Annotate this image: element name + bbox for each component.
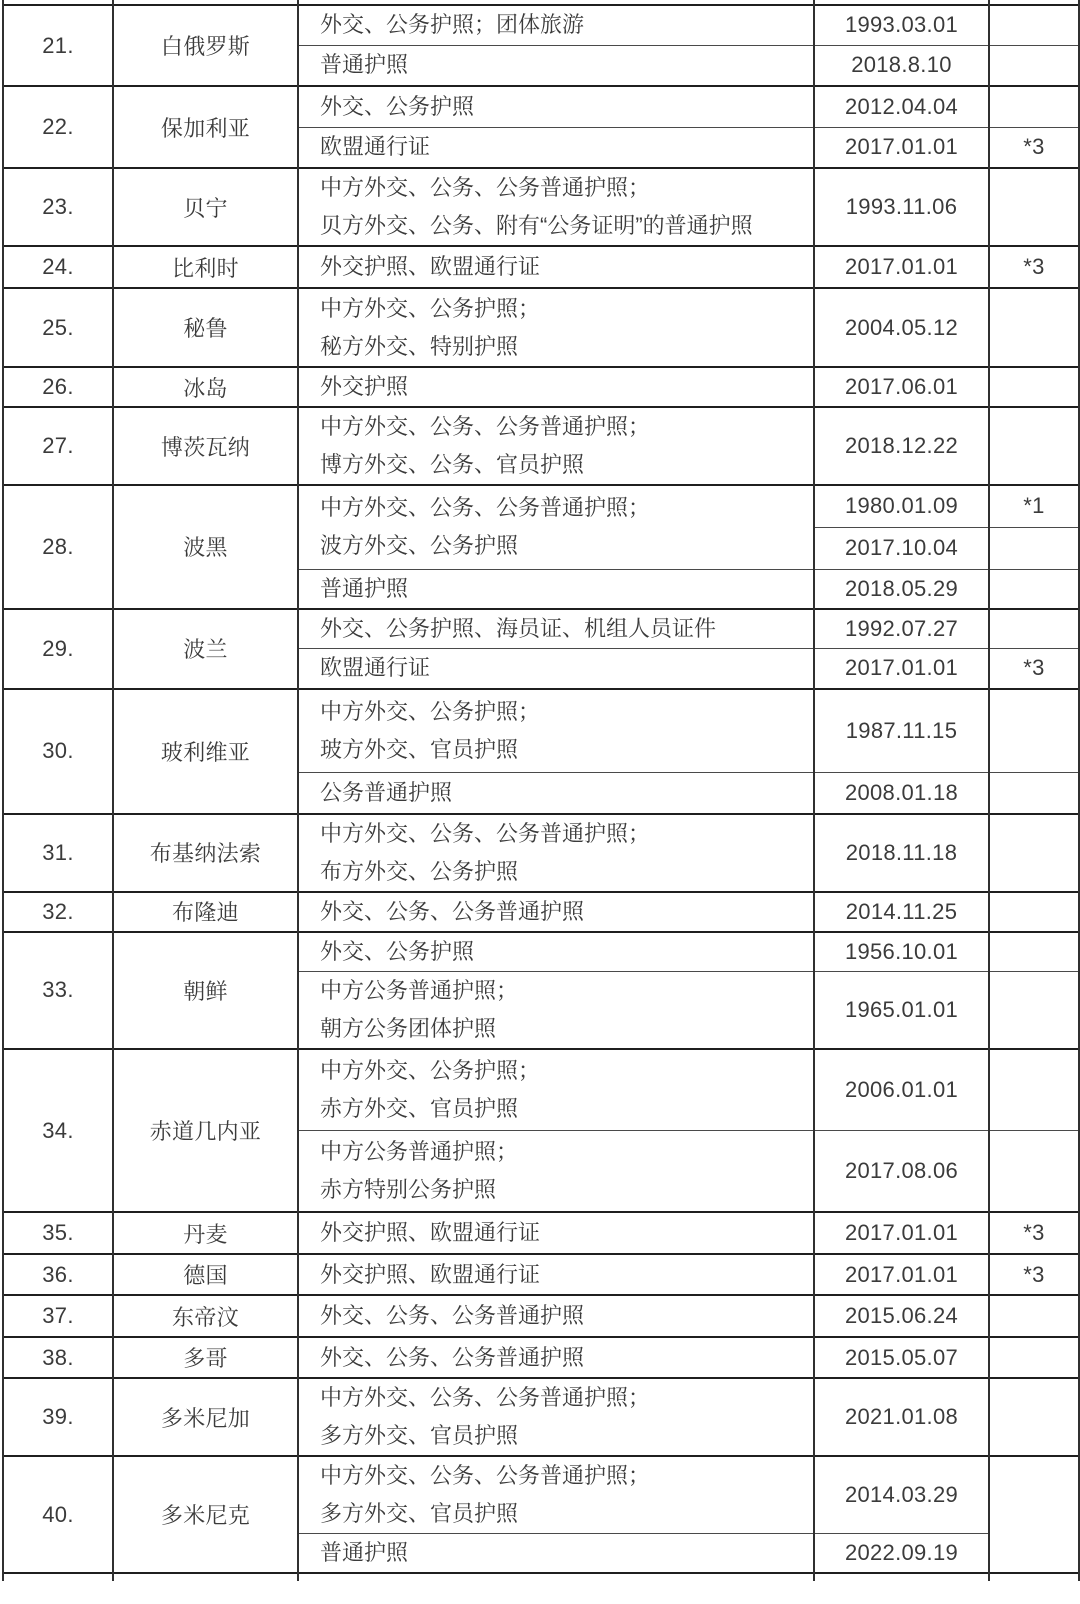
note-cell <box>989 609 1079 649</box>
country-cell: 玻利维亚 <box>113 689 298 814</box>
passport-cell <box>298 1049 814 1130</box>
note-cell <box>989 407 1079 485</box>
passport-line: 外交护照、欧盟通行证 <box>320 1220 541 1245</box>
passport-line: 外交、公务、公务普通护照 <box>320 1303 585 1328</box>
passport-cell <box>298 1130 814 1212</box>
note-cell <box>989 1456 1079 1573</box>
passport-line: 多方外交、官员护照 <box>320 1423 519 1448</box>
passport-cell <box>298 1254 814 1295</box>
table-row <box>3 5 1079 45</box>
country-cell: 布隆迪 <box>113 892 298 932</box>
country-cell: 德国 <box>113 1254 298 1295</box>
passport-cell <box>298 127 814 168</box>
date-cell: 1993.11.06 <box>814 168 989 246</box>
passport-line: 秘方外交、特别护照 <box>320 333 519 359</box>
date-cell: 2012.04.04 <box>814 86 989 127</box>
table-row <box>3 407 1079 485</box>
note-cell <box>989 367 1079 407</box>
passport-line: 中方外交、公务、公务普通护照； <box>320 1463 651 1488</box>
passport-cell <box>298 86 814 127</box>
passport-cell <box>298 649 814 689</box>
table-row <box>3 86 1079 127</box>
note-cell <box>989 892 1079 932</box>
passport-line: 外交、公务护照；团体旅游 <box>320 12 585 38</box>
passport-line: 多方外交、官员护照 <box>320 1501 519 1526</box>
passport-cell <box>298 1378 814 1456</box>
date-cell: 2017.01.01 <box>814 127 989 168</box>
note-cell: *3 <box>989 649 1079 689</box>
passport-cell <box>298 1534 814 1574</box>
note-cell <box>989 1378 1079 1456</box>
date-cell: 2015.06.24 <box>814 1295 989 1337</box>
country-cell: 博茨瓦纳 <box>113 407 298 485</box>
country-cell: 朝鲜 <box>113 932 298 1050</box>
row-number-cell <box>3 1573 113 1581</box>
passport-line: 赤方特别公务护照 <box>320 1176 497 1202</box>
passport-line: 中方外交、公务、公务普通护照； <box>320 495 651 521</box>
passport-cell <box>298 246 814 288</box>
note-cell <box>989 1130 1079 1212</box>
passport-line: 中方外交、公务、公务普通护照； <box>320 820 651 846</box>
note-cell: *3 <box>989 1212 1079 1254</box>
date-cell: 2004.05.12 <box>814 288 989 367</box>
passport-line: 中方外交、公务、公务普通护照； <box>320 1385 651 1410</box>
passport-cell <box>298 407 814 485</box>
passport-cell <box>298 773 814 814</box>
note-cell: *3 <box>989 1254 1079 1295</box>
passport-line: 中方公务普通护照； <box>320 1138 519 1164</box>
date-cell: 2018.05.29 <box>814 569 989 609</box>
table-row <box>3 1049 1079 1130</box>
date-cell: 2017.01.01 <box>814 246 989 288</box>
date-cell: 1987.11.15 <box>814 689 989 773</box>
row-number-cell: 27. <box>3 407 113 485</box>
country-cell: 赤道几内亚 <box>113 1049 298 1212</box>
table-row <box>3 1212 1079 1254</box>
passport-cell <box>298 288 814 367</box>
date-cell: 2018.11.18 <box>814 814 989 892</box>
date-cell: 1965.01.01 <box>814 972 989 1050</box>
table-row <box>3 1337 1079 1378</box>
passport-line: 博方外交、公务、官员护照 <box>320 452 585 477</box>
row-number-cell: 26. <box>3 367 113 407</box>
passport-line: 赤方外交、官员护照 <box>320 1095 519 1121</box>
note-cell <box>989 527 1079 569</box>
row-number-cell: 28. <box>3 485 113 609</box>
note-cell <box>989 689 1079 773</box>
note-cell <box>989 1295 1079 1337</box>
country-cell: 波兰 <box>113 609 298 689</box>
passport-line: 普通护照 <box>320 575 409 601</box>
row-number-cell: 34. <box>3 1049 113 1212</box>
passport-cell <box>298 932 814 972</box>
table-row <box>3 689 1079 773</box>
row-number-cell: 24. <box>3 246 113 288</box>
passport-cell <box>298 892 814 932</box>
note-cell: *3 <box>989 246 1079 288</box>
date-cell: 2014.11.25 <box>814 892 989 932</box>
country-cell: 秘鲁 <box>113 288 298 367</box>
country-cell: 多哥 <box>113 1337 298 1378</box>
table-row <box>3 1254 1079 1295</box>
country-cell <box>113 1573 298 1581</box>
passport-line: 外交、公务护照 <box>320 938 475 964</box>
passport-cell <box>298 1573 814 1581</box>
passport-cell <box>298 689 814 773</box>
date-cell: 2018.8.10 <box>814 45 989 86</box>
row-number-cell: 35. <box>3 1212 113 1254</box>
note-cell <box>989 86 1079 127</box>
passport-cell <box>298 1295 814 1337</box>
date-cell: 2017.08.06 <box>814 1130 989 1212</box>
passport-line: 外交、公务护照、海员证、机组人员证件 <box>320 615 717 641</box>
row-number-cell: 36. <box>3 1254 113 1295</box>
passport-line: 中方外交、公务、公务普通护照； <box>320 175 651 200</box>
country-cell: 比利时 <box>113 246 298 288</box>
country-cell: 白俄罗斯 <box>113 5 298 86</box>
country-cell: 保加利亚 <box>113 86 298 168</box>
passport-cell <box>298 1456 814 1534</box>
note-cell <box>989 5 1079 45</box>
note-cell <box>989 773 1079 814</box>
table-row <box>3 485 1079 527</box>
date-cell: 1980.01.09 <box>814 485 989 527</box>
row-number-cell: 38. <box>3 1337 113 1378</box>
row-number-cell: 39. <box>3 1378 113 1456</box>
passport-cell <box>298 5 814 45</box>
note-cell: *3 <box>989 127 1079 168</box>
passport-line: 普通护照 <box>320 52 409 78</box>
note-cell <box>989 814 1079 892</box>
passport-line: 外交护照 <box>320 374 409 399</box>
note-cell <box>989 932 1079 972</box>
row-number-cell: 32. <box>3 892 113 932</box>
table-row <box>3 932 1079 972</box>
date-cell: 2017.10.04 <box>814 527 989 569</box>
passport-line: 中方外交、公务、公务普通护照； <box>320 414 651 439</box>
passport-cell <box>298 569 814 609</box>
passport-line: 外交、公务、公务普通护照 <box>320 1344 585 1370</box>
passport-cell <box>298 485 814 569</box>
table-row <box>3 1295 1079 1337</box>
country-cell: 波黑 <box>113 485 298 609</box>
date-cell: 2017.01.01 <box>814 649 989 689</box>
country-cell: 丹麦 <box>113 1212 298 1254</box>
note-cell <box>989 1337 1079 1378</box>
passport-cell <box>298 1212 814 1254</box>
note-cell <box>989 45 1079 86</box>
passport-line: 中方外交、公务护照； <box>320 698 541 724</box>
passport-cell <box>298 814 814 892</box>
passport-line: 中方外交、公务护照； <box>320 1057 541 1083</box>
date-cell: 2008.01.18 <box>814 773 989 814</box>
table-row <box>3 1456 1079 1534</box>
table-row <box>3 814 1079 892</box>
date-cell <box>814 1573 989 1581</box>
row-number-cell: 25. <box>3 288 113 367</box>
date-cell: 2022.09.19 <box>814 1534 989 1574</box>
note-cell <box>989 569 1079 609</box>
row-number-cell: 29. <box>3 609 113 689</box>
passport-cell <box>298 1337 814 1378</box>
date-cell: 1993.03.01 <box>814 5 989 45</box>
note-cell <box>989 1573 1079 1581</box>
date-cell: 2014.03.29 <box>814 1456 989 1534</box>
passport-line: 玻方外交、官员护照 <box>320 736 519 762</box>
country-cell: 多米尼克 <box>113 1456 298 1573</box>
passport-line: 外交护照、欧盟通行证 <box>320 1261 541 1287</box>
passport-line: 中方公务普通护照； <box>320 978 519 1003</box>
passport-line: 普通护照 <box>320 1540 409 1565</box>
country-cell: 贝宁 <box>113 168 298 246</box>
table-row <box>3 168 1079 246</box>
date-cell: 2017.01.01 <box>814 1254 989 1295</box>
passport-cell <box>298 168 814 246</box>
row-number-cell: 31. <box>3 814 113 892</box>
date-cell: 2021.01.08 <box>814 1378 989 1456</box>
note-cell: *1 <box>989 485 1079 527</box>
table-row <box>3 246 1079 288</box>
passport-line: 朝方公务团体护照 <box>320 1016 497 1041</box>
row-number-cell: 23. <box>3 168 113 246</box>
table-row <box>3 609 1079 649</box>
visa-exemption-table <box>2 0 1080 1581</box>
country-cell: 多米尼加 <box>113 1378 298 1456</box>
note-cell <box>989 168 1079 246</box>
passport-cell <box>298 367 814 407</box>
passport-line: 中方外交、公务护照； <box>320 295 541 321</box>
passport-line: 波方外交、公务护照 <box>320 533 519 559</box>
passport-cell <box>298 45 814 86</box>
date-cell: 2017.06.01 <box>814 367 989 407</box>
row-number-cell: 30. <box>3 689 113 814</box>
passport-line: 贝方外交、公务、附有“公务证明”的普通护照 <box>320 213 753 238</box>
note-cell <box>989 288 1079 367</box>
passport-cell <box>298 972 814 1050</box>
table-row <box>3 892 1079 932</box>
passport-line: 欧盟通行证 <box>320 134 431 160</box>
country-cell: 冰岛 <box>113 367 298 407</box>
country-cell: 布基纳法索 <box>113 814 298 892</box>
date-cell: 2006.01.01 <box>814 1049 989 1130</box>
date-cell: 2018.12.22 <box>814 407 989 485</box>
row-number-cell: 22. <box>3 86 113 168</box>
date-cell: 2015.05.07 <box>814 1337 989 1378</box>
row-number-cell: 21. <box>3 5 113 86</box>
table-row <box>3 1378 1079 1456</box>
table-row <box>3 1573 1079 1581</box>
passport-cell <box>298 609 814 649</box>
passport-line: 公务普通护照 <box>320 779 453 805</box>
note-cell <box>989 972 1079 1050</box>
row-number-cell: 37. <box>3 1295 113 1337</box>
date-cell: 1992.07.27 <box>814 609 989 649</box>
row-number-cell: 33. <box>3 932 113 1050</box>
passport-line: 欧盟通行证 <box>320 655 431 681</box>
country-cell: 东帝汶 <box>113 1295 298 1337</box>
passport-line: 布方外交、公务护照 <box>320 858 519 884</box>
table-row <box>3 367 1079 407</box>
date-cell: 2017.01.01 <box>814 1212 989 1254</box>
row-number-cell: 40. <box>3 1456 113 1573</box>
passport-line: 外交、公务护照 <box>320 93 475 119</box>
note-cell <box>989 1049 1079 1130</box>
passport-line: 外交、公务、公务普通护照 <box>320 898 585 924</box>
date-cell: 1956.10.01 <box>814 932 989 972</box>
passport-line: 外交护照、欧盟通行证 <box>320 254 541 279</box>
table-row <box>3 288 1079 367</box>
